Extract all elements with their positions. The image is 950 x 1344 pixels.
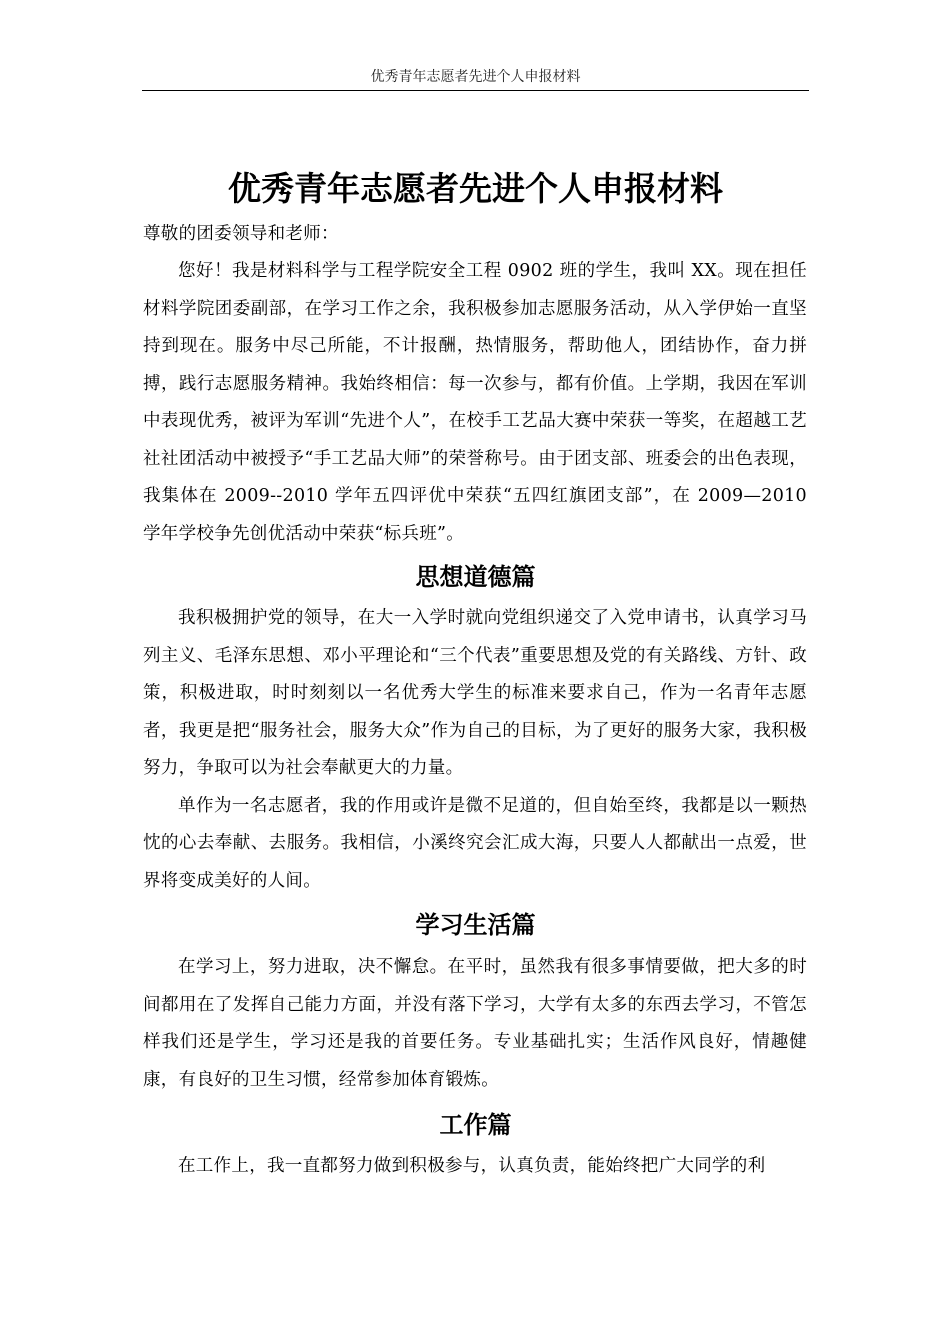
section-body-morality [143,600,807,900]
section-body-work [143,1148,807,1186]
document-title: 优秀青年志愿者先进个人申报材料 [228,169,723,208]
salutation: 尊敬的团委领导和老师： [143,224,339,244]
section-heading-morality: 思想道德篇 [415,563,536,591]
morality-paragraph-1: 我积极拥护党的领导，在大一入学时就向党组织递交了入党申请书，认真学习马列主义、毛泽东思想、邓小平理论和“三个代表”重要思想及党的有关路线、方针、政策，积极进取，时时刻刻以一名优秀大学生的标准来要求自己，作为一名青年志愿者，我更是把“服务社会，服务大众”作为自己的目标，为了更好的服务大家，我积极努力，争取可以为社会奉献更大的力量。 [143,608,807,778]
work-paragraph-1: 在工作上，我一直都努力做到积极参与，认真负责，能始终把广大同学的利 [178,1156,766,1176]
morality-paragraph-2: 单作为一名志愿者，我的作用或许是微不足道的，但自始至终，我都是以一颗热忱的心去奉献、去服务。我相信，小溪终究会汇成大海，只要人人都献出一点爱，世界将变成美好的人间。 [143,795,807,891]
intro-block [143,253,807,553]
section-heading-work: 工作篇 [439,1111,512,1139]
intro-paragraph: 您好！我是材料科学与工程学院安全工程 0902 班的学生，我叫 XX。现在担任材料学院团委副部，在学习工作之余，我积极参加志愿服务活动，从入学伊始一直坚持到现在。服务中尽己所能，不计报酬，热情服务，帮助他人，团结协作，奋力拼搏，践行志愿服务精神。我始终相信：每一次参与，都有价值。上学期，我因在军训中表现优秀，被评为军训“先进个人”，在校手工艺品大赛中荣获一等奖，在超越工艺社社团活动中被授予“手工艺品大师”的荣誉称号。由于团支部、班委会的出色表现，我集体在 2009--2010 学年五四评优中荣获“五四红旗团支部”，在 2009—2010 学年学校争先创优活动中荣获“标兵班”。 [143,261,807,544]
study-life-paragraph-1: 在学习上，努力进取，决不懈怠。在平时，虽然我有很多事情要做，把大多的时间都用在了发挥自己能力方面，并没有落下学习，大学有太多的东西去学习，不管怎样我们还是学生，学习还是我的首要任务。专业基础扎实；生活作风良好，情趣健康，有良好的卫生习惯，经常参加体育锻炼。 [143,957,807,1090]
running-header: 优秀青年志愿者先进个人申报材料 [142,66,809,91]
section-body-study-life [143,949,807,1099]
section-heading-study-life: 学习生活篇 [415,911,536,939]
